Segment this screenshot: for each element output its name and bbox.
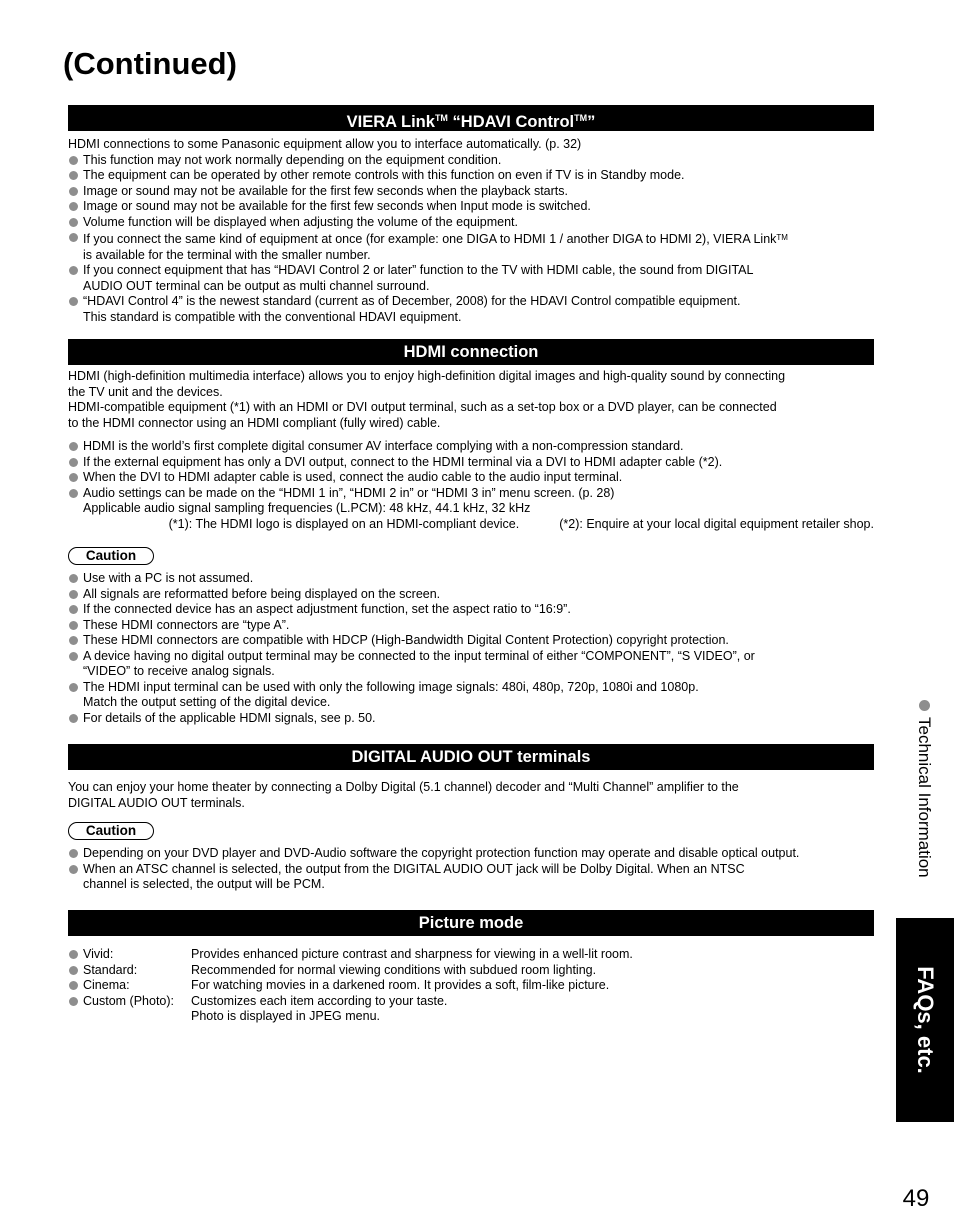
hdmi-bullet-list	[68, 439, 878, 517]
bullet-icon	[69, 981, 78, 990]
bullet-icon	[69, 473, 78, 482]
bullet-icon	[69, 266, 78, 275]
picture-mode-section	[68, 947, 878, 1025]
bullet-icon	[69, 202, 78, 211]
page-number: 49	[902, 1185, 930, 1212]
list-item: A device having no digital output terminal may be connected to the input terminal of either “COMPONENT”, “S VIDEO”, or “VIDEO” to receive analog signals.	[68, 649, 878, 680]
list-item: When the DVI to HDMI adapter cable is used, connect the audio cable to the audio input terminal.	[68, 470, 878, 486]
hdmi-footnotes	[68, 517, 878, 533]
picture-mode-cinema: Cinema: For watching movies in a darkened room. It provides a soft, film-like picture.	[68, 978, 878, 994]
bullet-icon	[69, 187, 78, 196]
bullet-icon	[69, 218, 78, 227]
bullet-icon	[69, 605, 78, 614]
hdmi-connection-section	[68, 369, 878, 532]
bullet-icon	[919, 700, 930, 711]
bullet-icon	[69, 636, 78, 645]
list-item: If the external equipment has only a DVI output, connect to the HDMI terminal via a DVI to HDMI adapter cable (*2).	[68, 455, 878, 471]
bullet-icon	[69, 156, 78, 165]
bullet-icon	[69, 652, 78, 661]
list-item: This function may not work normally depending on the equipment condition.	[68, 153, 878, 169]
viera-link-heading: VIERA Link™ “HDAVI Control™”	[68, 105, 874, 131]
hdmi-caution-list	[68, 571, 878, 726]
viera-link-section	[68, 137, 878, 325]
hdmi-caution-section	[68, 571, 878, 726]
list-item: When an ATSC channel is selected, the output from the DIGITAL AUDIO OUT jack will be Dolby Digital. When an NTSC channel is selected, the output will be PCM.	[68, 862, 878, 893]
picture-mode-custom: Custom (Photo): Customizes each item according to your taste.	[68, 994, 878, 1010]
hdmi-paragraph-1: HDMI (high-definition multimedia interface) allows you to enjoy high-definition digital images and high-quality sound by connecting the TV unit and the devices.	[68, 369, 786, 399]
digital-audio-out-section	[68, 780, 878, 811]
page-title: (Continued)	[63, 46, 237, 81]
bullet-icon	[69, 683, 78, 692]
viera-intro: HDMI connections to some Panasonic equipment allow you to interface automatically. (p. 32)	[68, 137, 582, 151]
list-item: HDMI is the world’s first complete digital consumer AV interface complying with a non-compression standard.	[68, 439, 878, 455]
digital-paragraph: You can enjoy your home theater by connecting a Dolby Digital (5.1 channel) decoder and “Multi Channel” amplifier to the DIGITAL AUDIO OUT terminals.	[68, 780, 739, 810]
bullet-icon	[69, 590, 78, 599]
technical-information-tab: Technical Information	[906, 700, 942, 914]
bullet-icon	[69, 714, 78, 723]
faqs-tab: FAQs, etc.	[896, 918, 954, 1122]
list-item: Use with a PC is not assumed.	[68, 571, 878, 587]
bullet-icon	[69, 621, 78, 630]
bullet-icon	[69, 950, 78, 959]
bullet-icon	[69, 171, 78, 180]
bullet-icon	[69, 458, 78, 467]
list-item: These HDMI connectors are “type A”.	[68, 618, 878, 634]
digital-caution-section	[68, 846, 878, 893]
list-item: These HDMI connectors are compatible with HDCP (High-Bandwidth Digital Content Protection) copyright protection.	[68, 633, 878, 649]
hdmi-paragraph-2: HDMI-compatible equipment (*1) with an HDMI or DVI output terminal, such as a set-top box or a DVD player, can be connected to the HDMI connector using an HDMI compliant (fully wired) cable.	[68, 400, 777, 430]
picture-mode-custom-note: Photo is displayed in JPEG menu.	[191, 1009, 380, 1023]
bullet-icon	[69, 574, 78, 583]
digital-caution-list	[68, 846, 878, 893]
hdmi-connection-heading: HDMI connection	[68, 339, 874, 365]
picture-mode-vivid: Vivid: Provides enhanced picture contrast and sharpness for viewing in a well-lit room.	[68, 947, 878, 963]
list-item: The HDMI input terminal can be used with only the following image signals: 480i, 480p, 720p, 1080i and 1080p. Match the output setting of the digital device.	[68, 680, 878, 711]
bullet-icon	[69, 865, 78, 874]
list-item: If you connect the same kind of equipment at once (for example: one DIGA to HDMI 1 / another DIGA to HDMI 2), VIERA Link™ is available for the terminal with the smaller number.	[68, 230, 878, 263]
bullet-icon	[69, 233, 78, 242]
bullet-icon	[69, 849, 78, 858]
list-item: Volume function will be displayed when adjusting the volume of the equipment.	[68, 215, 878, 231]
bullet-icon	[69, 997, 78, 1006]
bullet-icon	[69, 966, 78, 975]
picture-mode-heading: Picture mode	[68, 910, 874, 936]
list-item: For details of the applicable HDMI signals, see p. 50.	[68, 711, 878, 727]
list-item: The equipment can be operated by other remote controls with this function on even if TV is in Standby mode.	[68, 168, 878, 184]
bullet-icon	[69, 489, 78, 498]
list-item: All signals are reformatted before being displayed on the screen.	[68, 587, 878, 603]
list-item: Image or sound may not be available for the first few seconds when Input mode is switched.	[68, 199, 878, 215]
hdmi-caution-label: Caution	[68, 547, 154, 565]
list-item: Depending on your DVD player and DVD-Audio software the copyright protection function may operate and disable optical output.	[68, 846, 878, 862]
digital-caution-label: Caution	[68, 822, 154, 840]
picture-mode-standard: Standard: Recommended for normal viewing conditions with subdued room lighting.	[68, 963, 878, 979]
list-item: “HDAVI Control 4” is the newest standard (current as of December, 2008) for the HDAVI Control compatible equipment. This standard is compatible with the conventional HDAVI equipment.	[68, 294, 878, 325]
bullet-icon	[69, 297, 78, 306]
list-item: If you connect equipment that has “HDAVI Control 2 or later” function to the TV with HDMI cable, the sound from DIGITAL AUDIO OUT terminal can be output as multi channel surround.	[68, 263, 878, 294]
digital-audio-out-heading: DIGITAL AUDIO OUT terminals	[68, 744, 874, 770]
bullet-icon	[69, 442, 78, 451]
list-item: Audio settings can be made on the “HDMI 1 in”, “HDMI 2 in” or “HDMI 3 in” menu screen. (p. 28) Applicable audio signal sampling frequencies (L.PCM): 48 kHz, 44.1 kHz, 32 kHz	[68, 486, 878, 517]
footnote-2: (*2): Enquire at your local digital equipment retailer shop.	[559, 516, 874, 531]
viera-bullet-list	[68, 153, 878, 326]
list-item: Image or sound may not be available for the first few seconds when the playback starts.	[68, 184, 878, 200]
list-item: If the connected device has an aspect adjustment function, set the aspect ratio to “16:9”.	[68, 602, 878, 618]
footnote-1: (*1): The HDMI logo is displayed on an HDMI-compliant device.	[168, 516, 520, 531]
